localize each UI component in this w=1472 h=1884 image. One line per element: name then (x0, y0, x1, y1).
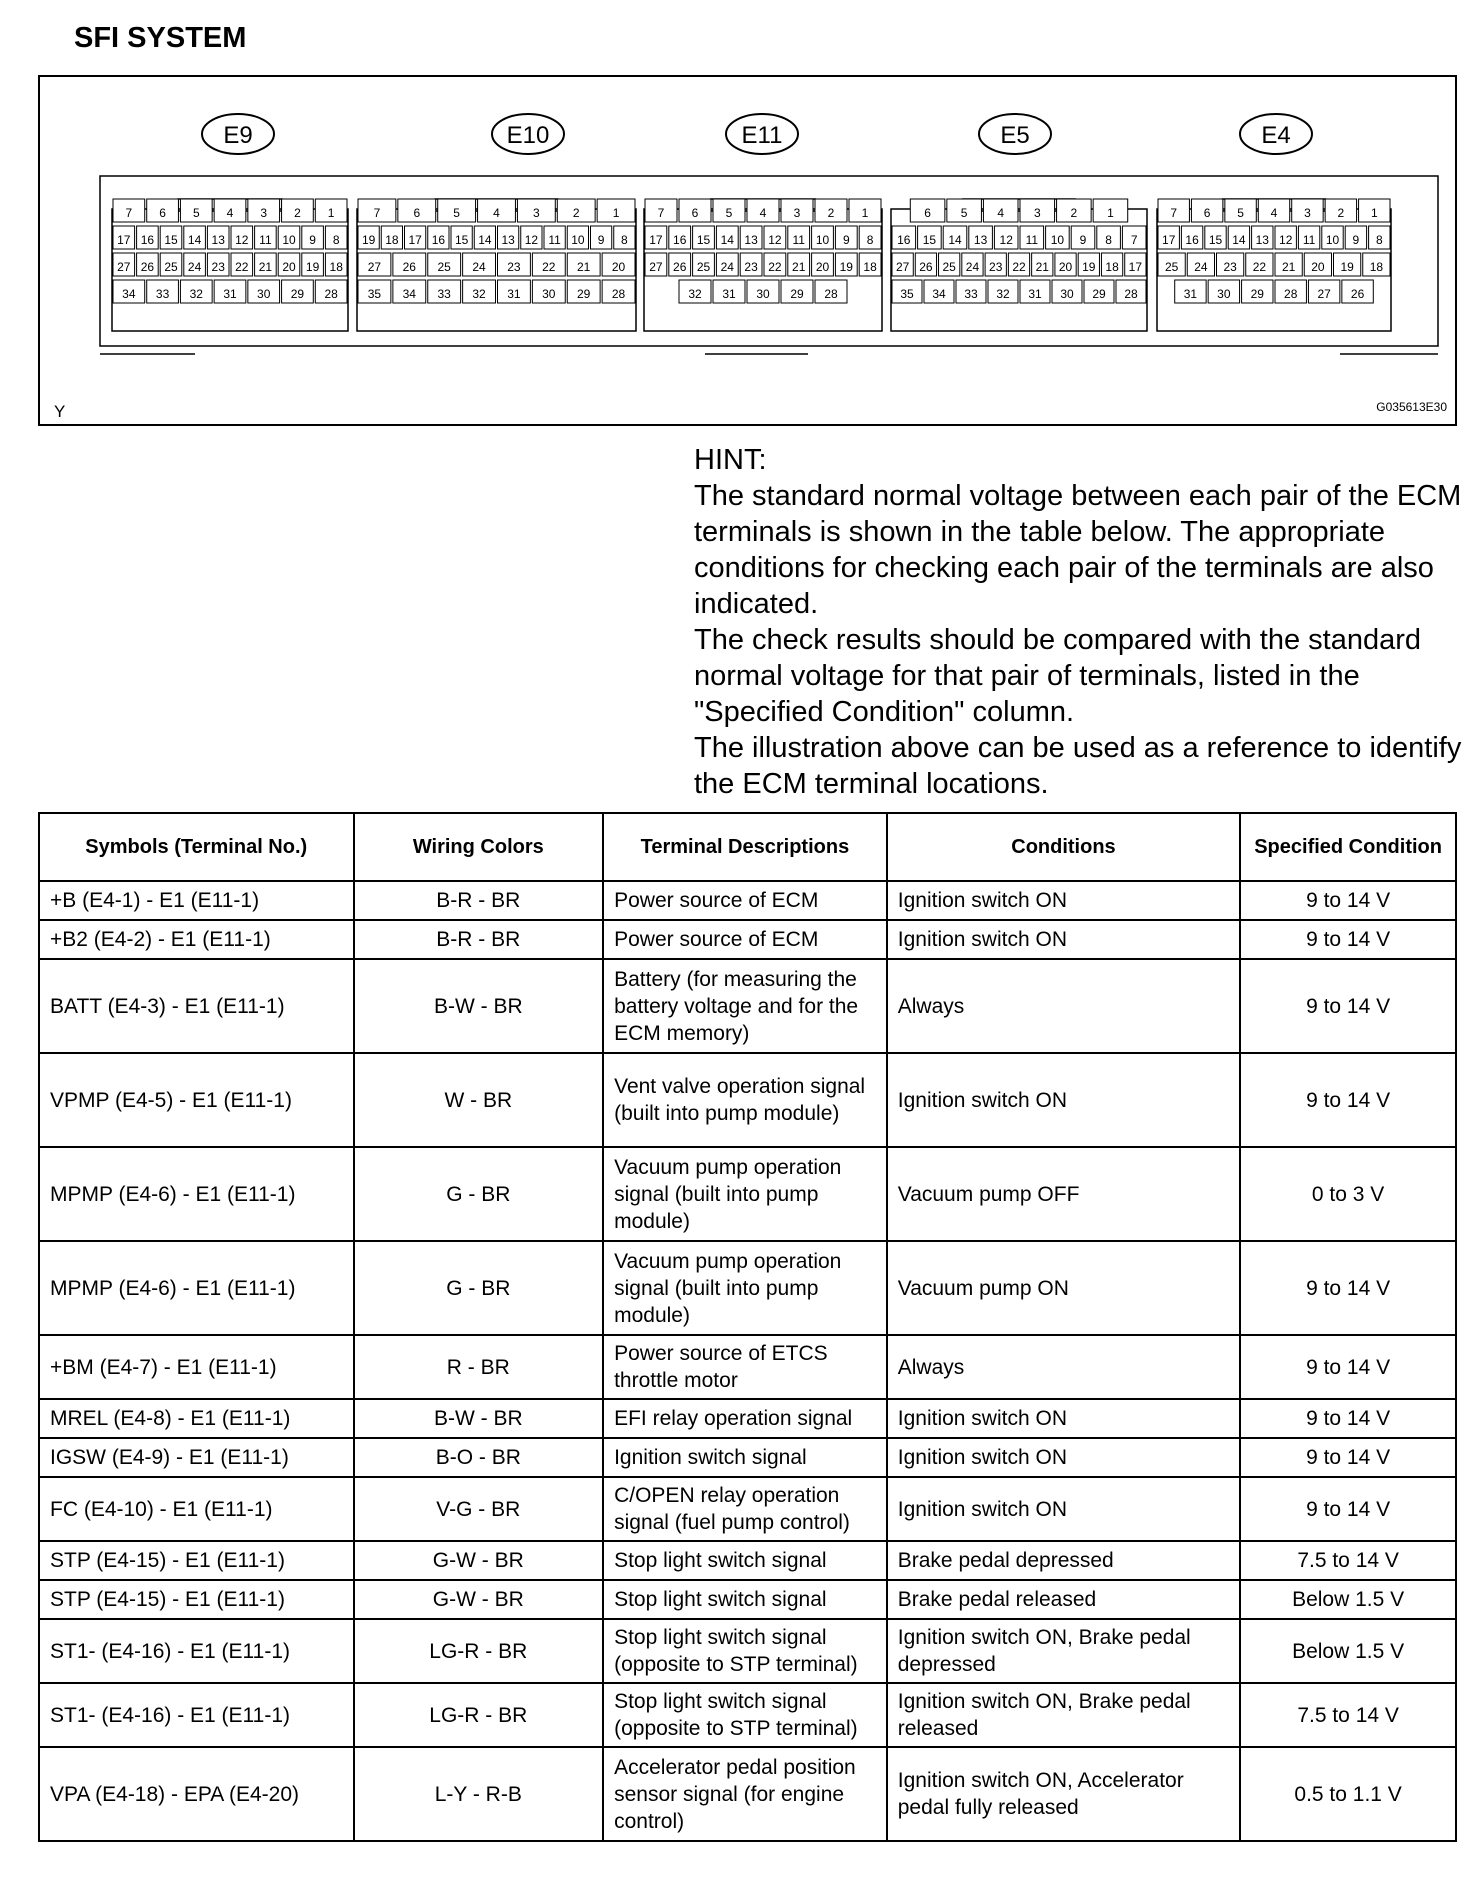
terminal-number: 35 (900, 287, 914, 301)
terminal-number: 29 (577, 287, 591, 301)
terminal-number: 4 (997, 206, 1005, 220)
terminal-number: 31 (722, 287, 736, 301)
terminal-number: 29 (290, 287, 305, 301)
terminal-number: 10 (282, 233, 296, 247)
terminal-number: 28 (824, 287, 838, 301)
terminal-number: 20 (282, 260, 296, 274)
terminal-number: 26 (140, 260, 155, 274)
terminal-number: 24 (965, 260, 980, 274)
terminal-number: 35 (367, 287, 382, 301)
cell-condition: Brake pedal released (887, 1580, 1240, 1619)
terminal-number: 11 (1025, 233, 1039, 247)
terminal-number: 25 (942, 260, 956, 274)
hint-heading: HINT: (694, 444, 767, 476)
terminal-number: 29 (1092, 287, 1106, 301)
table-row (39, 1241, 1456, 1335)
cell-specified: 9 to 14 V (1240, 881, 1456, 920)
terminal-number: 14 (720, 233, 734, 247)
terminal-number: 30 (1060, 287, 1074, 301)
hint-block (694, 442, 1464, 802)
figure-corner-label: Y (54, 402, 66, 421)
terminal-number: 3 (793, 206, 801, 220)
terminal-number: 24 (187, 260, 202, 274)
cell-specified: 9 to 14 V (1240, 1335, 1456, 1399)
terminal-number: 14 (948, 233, 962, 247)
ecm-connector-illustration (38, 75, 1457, 426)
cell-wiring: B-W - BR (354, 959, 604, 1053)
terminal-number: 32 (189, 287, 203, 301)
cell-wiring: L-Y - R-B (354, 1747, 604, 1841)
terminal-number: 31 (1028, 287, 1042, 301)
terminal-number: 18 (385, 233, 399, 247)
cell-wiring: G - BR (354, 1241, 604, 1335)
terminal-number: 28 (611, 287, 626, 301)
terminal-number: 13 (1255, 233, 1269, 247)
cell-description: Battery (for measuring the battery voltage and for the ECM memory) (603, 959, 887, 1053)
terminal-number: 9 (1352, 233, 1360, 247)
terminal-number: 1 (1107, 206, 1114, 220)
terminal-number: 27 (895, 260, 910, 274)
terminal-number: 23 (1223, 260, 1237, 274)
connector-label: E5 (1000, 122, 1030, 149)
terminal-number: 26 (673, 260, 687, 274)
terminal-number: 2 (1337, 206, 1345, 220)
terminal-number: 17 (408, 233, 422, 247)
terminal-number: 1 (327, 206, 335, 220)
cell-description: Stop light switch signal (opposite to STP terminal) (603, 1683, 887, 1747)
terminal-number: 32 (688, 287, 702, 301)
terminal-number: 8 (1105, 233, 1112, 247)
cell-condition: Ignition switch ON (887, 920, 1240, 959)
cell-symbol: +B (E4-1) - E1 (E11-1) (39, 881, 354, 920)
terminal-number: 7 (1170, 206, 1178, 220)
terminal-number: 12 (1279, 233, 1293, 247)
terminal-number: 25 (696, 260, 711, 274)
terminal-number: 1 (612, 206, 620, 220)
terminal-number: 30 (756, 287, 770, 301)
cell-specified: 9 to 14 V (1240, 959, 1456, 1053)
page-title: SFI SYSTEM (74, 22, 247, 54)
terminal-number: 16 (673, 233, 687, 247)
terminal-number: 20 (1311, 260, 1325, 274)
cell-symbol: BATT (E4-3) - E1 (E11-1) (39, 959, 354, 1053)
terminal-number: 4 (226, 206, 234, 220)
terminal-number: 2 (572, 206, 580, 220)
terminal-number: 21 (1281, 260, 1296, 274)
terminal-number: 7 (125, 206, 133, 220)
table-row (39, 959, 1456, 1053)
terminal-number: 1 (1370, 206, 1378, 220)
table-row (39, 1683, 1456, 1747)
terminal-number: 13 (744, 233, 758, 247)
cell-specified: Below 1.5 V (1240, 1619, 1456, 1683)
terminal-number: 9 (597, 233, 605, 247)
terminal-number: 3 (1033, 206, 1041, 220)
terminal-number: 21 (792, 260, 806, 274)
cell-symbol: IGSW (E4-9) - E1 (E11-1) (39, 1438, 354, 1477)
terminal-number: 14 (478, 233, 492, 247)
terminal-number: 12 (999, 233, 1013, 247)
cell-description: Ignition switch signal (603, 1438, 887, 1477)
terminal-number: 9 (1079, 233, 1087, 247)
terminal-number: 27 (649, 260, 663, 274)
terminal-number: 14 (1232, 233, 1246, 247)
connector-label: E10 (506, 122, 550, 149)
cell-condition: Vacuum pump OFF (887, 1147, 1240, 1241)
cell-wiring: B-O - BR (354, 1438, 604, 1477)
terminal-number: 26 (402, 260, 416, 274)
terminal-number: 11 (548, 233, 561, 247)
terminal-number: 23 (989, 260, 1003, 274)
terminal-number: 2 (1070, 206, 1078, 220)
terminal-number: 6 (691, 206, 699, 220)
cell-condition: Ignition switch ON (887, 881, 1240, 920)
cell-description: Stop light switch signal (opposite to STP terminal) (603, 1619, 887, 1683)
terminal-number: 19 (305, 260, 320, 274)
terminal-number: 27 (1317, 287, 1331, 301)
terminal-number: 18 (863, 260, 877, 274)
terminal-number: 5 (960, 206, 968, 220)
terminal-number: 10 (1325, 233, 1340, 247)
terminal-number: 10 (571, 233, 585, 247)
table-row (39, 1580, 1456, 1619)
cell-symbol: STP (E4-15) - E1 (E11-1) (39, 1541, 354, 1580)
terminal-number: 25 (164, 260, 178, 274)
terminal-number: 3 (260, 206, 268, 220)
table-header-row (39, 813, 1456, 881)
cell-symbol: VPA (E4-18) - EPA (E4-20) (39, 1747, 354, 1841)
terminal-number: 30 (257, 287, 271, 301)
terminal-number: 33 (155, 287, 170, 301)
table-row (39, 1541, 1456, 1580)
terminal-number: 21 (577, 260, 591, 274)
cell-symbol: ST1- (E4-16) - E1 (E11-1) (39, 1619, 354, 1683)
cell-wiring: G-W - BR (354, 1580, 604, 1619)
terminal-number: 28 (1124, 287, 1138, 301)
terminal-number: 15 (922, 233, 937, 247)
cell-symbol: FC (E4-10) - E1 (E11-1) (39, 1477, 354, 1541)
cell-condition: Always (887, 1335, 1240, 1399)
table-row (39, 920, 1456, 959)
terminal-number: 7 (1130, 233, 1138, 247)
terminal-number: 26 (919, 260, 933, 274)
cell-wiring: W - BR (354, 1053, 604, 1147)
cell-condition: Ignition switch ON, Brake pedal released (887, 1683, 1240, 1747)
terminal-number: 9 (309, 233, 316, 247)
cell-wiring: G - BR (354, 1147, 604, 1241)
terminal-number: 5 (1237, 206, 1244, 220)
terminal-number: 32 (996, 287, 1010, 301)
terminal-number: 15 (164, 233, 178, 247)
terminal-number: 6 (159, 206, 166, 220)
header-conditions: Conditions (887, 813, 1240, 881)
terminal-number: 25 (1164, 260, 1179, 274)
terminal-number: 34 (932, 287, 946, 301)
terminal-number: 33 (964, 287, 978, 301)
cell-symbol: +B2 (E4-2) - E1 (E11-1) (39, 920, 354, 959)
terminal-number: 33 (437, 287, 451, 301)
terminal-number: 25 (437, 260, 451, 274)
terminal-number: 12 (768, 233, 782, 247)
terminal-number: 34 (122, 287, 136, 301)
terminal-number: 24 (1194, 260, 1208, 274)
terminal-number: 24 (472, 260, 486, 274)
terminal-number: 18 (329, 260, 343, 274)
table-row (39, 1147, 1456, 1241)
terminal-number: 15 (696, 233, 711, 247)
terminal-number: 15 (454, 233, 469, 247)
cell-specified: 9 to 14 V (1240, 1399, 1456, 1438)
terminal-number: 12 (235, 233, 249, 247)
terminal-number: 10 (1050, 233, 1065, 247)
cell-specified: 9 to 14 V (1240, 920, 1456, 959)
terminal-number: 31 (223, 287, 237, 301)
terminal-number: 14 (187, 233, 202, 247)
terminal-number: 13 (973, 233, 988, 247)
terminal-number: 11 (792, 233, 805, 247)
terminal-number: 30 (542, 287, 556, 301)
cell-specified: 9 to 14 V (1240, 1477, 1456, 1541)
terminal-number: 19 (1340, 260, 1354, 274)
terminal-number: 8 (332, 233, 340, 247)
terminal-number: 11 (1302, 233, 1316, 247)
hint-paragraph: The standard normal voltage between each pair of the ECM terminals is shown in the table below. The appropriate conditions for checking each pair of the terminals are also indicated. (694, 480, 1462, 620)
cell-symbol: VPMP (E4-5) - E1 (E11-1) (39, 1053, 354, 1147)
cell-symbol: MPMP (E4-6) - E1 (E11-1) (39, 1241, 354, 1335)
terminal-number: 21 (1035, 260, 1049, 274)
cell-symbol: MREL (E4-8) - E1 (E11-1) (39, 1399, 354, 1438)
cell-wiring: B-R - BR (354, 881, 604, 920)
header-terminal-descriptions: Terminal Descriptions (603, 813, 887, 881)
cell-specified: 0.5 to 1.1 V (1240, 1747, 1456, 1841)
terminal-number: 2 (294, 206, 301, 220)
cell-wiring: V-G - BR (354, 1477, 604, 1541)
cell-condition: Ignition switch ON (887, 1438, 1240, 1477)
cell-specified: 9 to 14 V (1240, 1053, 1456, 1147)
cell-symbol: MPMP (E4-6) - E1 (E11-1) (39, 1147, 354, 1241)
table-row (39, 1619, 1456, 1683)
cell-specified: 9 to 14 V (1240, 1438, 1456, 1477)
terminal-number: 6 (924, 206, 931, 220)
table-row (39, 1053, 1456, 1147)
cell-wiring: B-R - BR (354, 920, 604, 959)
cell-condition: Ignition switch ON, Brake pedal depressed (887, 1619, 1240, 1683)
terminal-number: 28 (324, 287, 338, 301)
terminal-number: 20 (1058, 260, 1073, 274)
terminal-voltage-table (38, 812, 1457, 1842)
terminal-number: 22 (542, 260, 556, 274)
terminal-number: 22 (235, 260, 249, 274)
cell-wiring: R - BR (354, 1335, 604, 1399)
terminal-number: 8 (866, 233, 874, 247)
cell-description: Power source of ECM (603, 881, 887, 920)
terminal-number: 4 (1270, 206, 1278, 220)
cell-description: Accelerator pedal position sensor signal (for engine control) (603, 1747, 887, 1841)
cell-wiring: LG-R - BR (354, 1619, 604, 1683)
terminal-number: 23 (507, 260, 521, 274)
terminal-number: 16 (431, 233, 446, 247)
cell-description: Power source of ECM (603, 920, 887, 959)
terminal-number: 17 (1162, 233, 1176, 247)
terminal-number: 3 (533, 206, 540, 220)
cell-description: EFI relay operation signal (603, 1399, 887, 1438)
terminal-number: 16 (140, 233, 155, 247)
terminal-number: 24 (720, 260, 734, 274)
cell-condition: Ignition switch ON (887, 1053, 1240, 1147)
cell-description: Power source of ETCS throttle motor (603, 1335, 887, 1399)
cell-condition: Ignition switch ON, Accelerator pedal fully released (887, 1747, 1240, 1841)
terminal-number: 16 (1185, 233, 1199, 247)
terminal-number: 20 (611, 260, 626, 274)
terminal-number: 8 (621, 233, 628, 247)
terminal-number: 10 (815, 233, 830, 247)
terminal-number: 22 (1012, 260, 1026, 274)
table-row (39, 1438, 1456, 1477)
terminal-number: 1 (861, 206, 869, 220)
cell-condition: Always (887, 959, 1240, 1053)
cell-specified: 7.5 to 14 V (1240, 1541, 1456, 1580)
cell-condition: Ignition switch ON (887, 1477, 1240, 1541)
terminal-number: 19 (839, 260, 853, 274)
terminal-number: 17 (1128, 260, 1143, 274)
terminal-number: 31 (1183, 287, 1198, 301)
terminal-number: 19 (1082, 260, 1096, 274)
terminal-number: 29 (790, 287, 804, 301)
cell-specified: 0 to 3 V (1240, 1147, 1456, 1241)
terminal-number: 17 (117, 233, 131, 247)
terminal-number: 9 (842, 233, 850, 247)
terminal-number: 22 (768, 260, 782, 274)
terminal-number: 7 (373, 206, 381, 220)
cell-description: Vacuum pump operation signal (built into pump module) (603, 1147, 887, 1241)
cell-symbol: STP (E4-15) - E1 (E11-1) (39, 1580, 354, 1619)
terminal-number: 4 (493, 206, 500, 220)
table-row (39, 1747, 1456, 1841)
terminal-number: 5 (192, 206, 200, 220)
terminal-number: 18 (1369, 260, 1384, 274)
terminal-number: 6 (413, 206, 421, 220)
hint-paragraph: The check results should be compared with the standard normal voltage for that pair of terminals, listed in the "Specified Condition" column. (694, 624, 1422, 728)
cell-description: Vacuum pump operation signal (built into pump module) (603, 1241, 887, 1335)
terminal-number: 13 (501, 233, 515, 247)
terminal-number: 18 (1105, 260, 1119, 274)
cell-description: Vent valve operation signal (built into pump module) (603, 1053, 887, 1147)
figure-image-code: G035613E30 (1376, 400, 1447, 414)
cell-condition: Vacuum pump ON (887, 1241, 1240, 1335)
terminal-number: 6 (1203, 206, 1211, 220)
terminal-number: 8 (1375, 233, 1383, 247)
terminal-number: 28 (1284, 287, 1298, 301)
terminal-number: 30 (1217, 287, 1231, 301)
table-row (39, 1399, 1456, 1438)
terminal-number: 17 (649, 233, 663, 247)
terminal-number: 3 (1304, 206, 1311, 220)
terminal-number: 12 (524, 233, 539, 247)
terminal-number: 16 (897, 233, 911, 247)
terminal-number: 31 (507, 287, 521, 301)
header-wiring-colors: Wiring Colors (354, 813, 604, 881)
cell-specified: 7.5 to 14 V (1240, 1683, 1456, 1747)
terminal-number: 20 (815, 260, 830, 274)
terminal-number: 13 (211, 233, 225, 247)
cell-description: C/OPEN relay operation signal (fuel pump control) (603, 1477, 887, 1541)
connector-label: E9 (223, 122, 253, 149)
hint-paragraph: The illustration above can be used as a reference to identify the ECM terminal locations. (694, 732, 1462, 800)
terminal-number: 27 (117, 260, 131, 274)
terminal-number: 2 (827, 206, 835, 220)
terminal-number: 26 (1350, 287, 1365, 301)
terminal-number: 34 (402, 287, 416, 301)
connector-diagram (40, 77, 1455, 424)
terminal-number: 29 (1250, 287, 1264, 301)
table-row (39, 881, 1456, 920)
connector-label: E11 (741, 122, 783, 149)
terminal-number: 23 (744, 260, 758, 274)
terminal-number: 5 (453, 206, 460, 220)
cell-symbol: ST1- (E4-16) - E1 (E11-1) (39, 1683, 354, 1747)
terminal-number: 21 (258, 260, 273, 274)
terminal-number: 27 (367, 260, 382, 274)
cell-wiring: B-W - BR (354, 1399, 604, 1438)
terminal-number: 5 (725, 206, 733, 220)
header-symbols: Symbols (Terminal No.) (39, 813, 354, 881)
terminal-number: 15 (1208, 233, 1223, 247)
cell-wiring: G-W - BR (354, 1541, 604, 1580)
cell-condition: Brake pedal depressed (887, 1541, 1240, 1580)
cell-specified: 9 to 14 V (1240, 1241, 1456, 1335)
terminal-number: 22 (1252, 260, 1267, 274)
connector-label: E4 (1261, 122, 1291, 149)
terminal-number: 7 (657, 206, 665, 220)
cell-condition: Ignition switch ON (887, 1399, 1240, 1438)
cell-wiring: LG-R - BR (354, 1683, 604, 1747)
terminal-number: 11 (259, 233, 272, 247)
header-specified-condition: Specified Condition (1240, 813, 1456, 881)
terminal-number: 19 (361, 233, 376, 247)
cell-description: Stop light switch signal (603, 1541, 887, 1580)
cell-description: Stop light switch signal (603, 1580, 887, 1619)
terminal-number: 4 (759, 206, 767, 220)
cell-symbol: +BM (E4-7) - E1 (E11-1) (39, 1335, 354, 1399)
table-row (39, 1477, 1456, 1541)
terminal-number: 23 (211, 260, 225, 274)
table-row (39, 1335, 1456, 1399)
terminal-number: 32 (472, 287, 486, 301)
cell-specified: Below 1.5 V (1240, 1580, 1456, 1619)
